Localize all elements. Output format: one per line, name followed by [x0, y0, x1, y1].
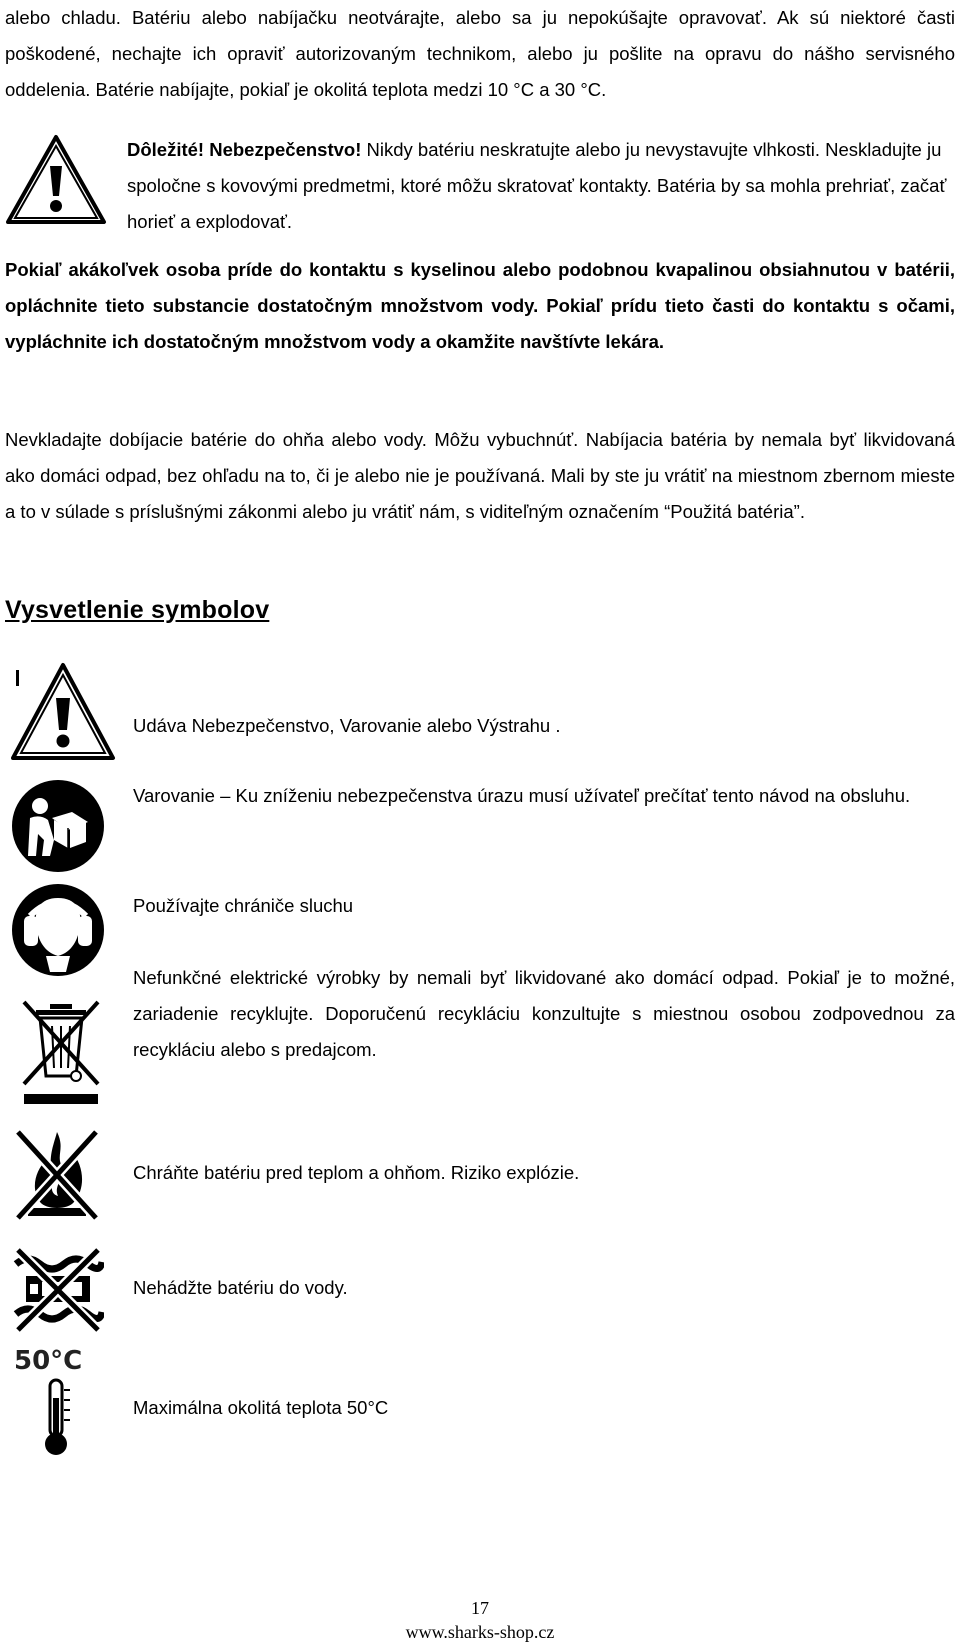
symbol-text-ear-protection: Používajte chrániče sluchu	[133, 895, 354, 916]
intro-paragraph: alebo chladu. Batériu alebo nabíjačku neotvárajte, alebo sa ju nepokúšajte opravovať. Ak sú niektoré časti poškodené, nechajte ich opraviť autorizovaným technikom, alebo ju pošlite na opravu do nášho servisného oddelenia. Batérie nabíjajte, pokiaľ je okolitá teplota medzi 10 °C a 30 °C.	[5, 7, 955, 100]
no-water-icon	[12, 1246, 104, 1334]
thermometer-icon	[14, 1346, 104, 1456]
symbol-row-read-manual	[0, 778, 960, 878]
symbol-row-no-water	[0, 1242, 960, 1342]
danger-warning-text	[127, 132, 955, 240]
thermometer-graphic	[36, 1378, 76, 1458]
danger-warning-body: Nikdy batériu neskratujte alebo ju nevystavujte vlhkosti. Neskladujte ju spoločne s kovovými predmetmi, ktoré môžu skratovať kontakty. Batéria by sa mohla prehriať, začať horieť a explodovať.	[127, 139, 947, 232]
acid-warning-paragraph: Pokiaľ akákoľvek osoba príde do kontaktu s kyselinou alebo podobnou kvapalinou obsiahnutou v batérii, opláchnite tieto substancie dostatočným množstvom vody. Pokiaľ prídu tieto časti do kontaktu s očami, vypláchnite ich dostatočným množstvom vody a okamžite navštívte lekára.	[5, 259, 955, 352]
symbol-row-crossed-bin	[0, 960, 960, 1110]
thermometer-label: 50°C	[14, 1346, 83, 1376]
read-manual-icon	[10, 778, 106, 874]
symbol-text-no-water: Nehádžte batériu do vody.	[133, 1277, 348, 1298]
battery-disposal-paragraph: Nevkladajte dobíjacie batérie do ohňa alebo vody. Môžu vybuchnúť. Nabíjacia batéria by nemala byť likvidovaná ako domáci odpad, bez ohľadu na to, či je alebo nie je používaná. Mali by ste ju vrátiť na miestnom zbernom mieste a to v súlade s príslušnými zákonmi alebo ju vrátiť nám, s viditeľným označením “Použitá batéria”.	[5, 429, 955, 522]
symbol-row-warning	[0, 662, 960, 762]
page-number: 17	[471, 1598, 489, 1618]
danger-warning-block	[0, 128, 960, 238]
symbol-text-warning: Udáva Nebezpečenstvo, Varovanie alebo Výstrahu .	[133, 715, 561, 736]
symbol-text-read-manual: Varovanie – Ku zníženiu nebezpečenstva úrazu musí užívateľ prečítať tento návod na obsluhu.	[133, 785, 911, 806]
symbol-row-no-fire	[0, 1120, 960, 1230]
symbol-text-no-fire: Chráňte batériu pred teplom a ohňom. Riziko explózie.	[133, 1162, 580, 1183]
symbol-row-thermometer	[0, 1340, 960, 1460]
crossed-bin-icon	[16, 998, 106, 1106]
danger-warning-lead: Dôležité! Nebezpečenstvo!	[127, 139, 362, 160]
symbol-text-crossed-bin: Nefunkčné elektrické výrobky by nemali byť likvidované ako domácí odpad. Pokiaľ je to možné, zariadenie recyklujte. Doporučenú recykláciu konzultujte s miestnou osobou zodpovednou za recykláciu alebo s predajcom.	[133, 967, 955, 1060]
symbol-text-thermometer: Maximálna okolitá teplota 50°C	[133, 1397, 389, 1418]
warning-triangle-icon	[5, 134, 107, 226]
symbols-heading: Vysvetlenie symbolov	[5, 596, 270, 624]
no-fire-icon	[14, 1126, 100, 1222]
footer-website: www.sharks-shop.cz	[405, 1622, 555, 1642]
warning-triangle-icon	[10, 662, 116, 762]
